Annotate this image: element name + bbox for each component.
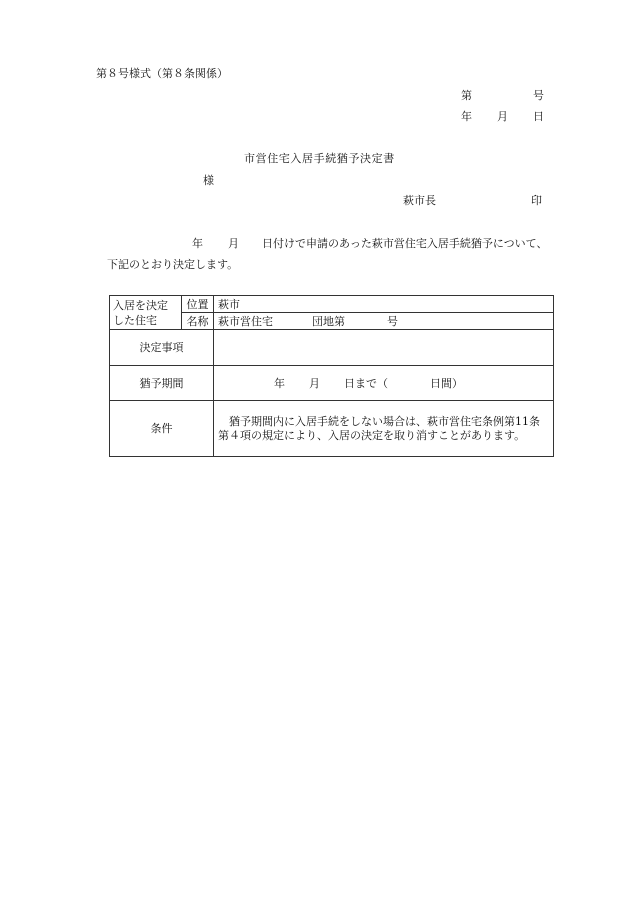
period-label: 猶予期間	[110, 366, 214, 401]
period-until: 日まで（	[344, 376, 388, 390]
period-month: 月	[309, 376, 320, 390]
location-label: 位置	[182, 296, 214, 313]
doc-no-dai: 第	[461, 89, 472, 102]
form-number: 第８号様式（第８条関係）	[96, 67, 228, 80]
decision-value	[214, 330, 554, 366]
addressee-suffix: 様	[203, 174, 214, 187]
name-value-cell	[214, 313, 554, 330]
danchi-label: 団地第	[312, 314, 345, 328]
name-label: 名称	[182, 313, 214, 330]
period-value-cell	[214, 366, 554, 401]
residence-label-1: 入居を決定	[113, 298, 168, 312]
conditions-text: 猶予期間内に入居手続をしない場合は、萩市営住宅条例第11条第４項の規定により、入居の決定を取り消すことがあります。	[214, 401, 554, 457]
body-text-line2: 下記のとおり決定します。	[107, 258, 239, 271]
issuer-name: 萩市長	[403, 194, 436, 207]
conditions-label: 条件	[110, 401, 214, 457]
body-text-line1: 日付けで申請のあった萩市営住宅入居手続猶予について、	[262, 237, 548, 250]
decision-label: 決定事項	[110, 330, 214, 366]
period-days: 日間）	[430, 376, 463, 390]
body-month: 月	[228, 237, 239, 250]
name-value: 萩市営住宅	[218, 314, 273, 328]
document-title: 市営住宅入居手続猶予決定書	[244, 152, 395, 165]
body-year: 年	[192, 237, 203, 250]
doc-no-go: 号	[533, 89, 544, 102]
danchi-go: 号	[387, 314, 398, 328]
location-value: 萩市	[214, 296, 554, 313]
period-year: 年	[274, 376, 285, 390]
decision-table	[109, 295, 554, 457]
date-day: 日	[533, 110, 544, 123]
residence-label-2: した住宅	[113, 313, 157, 327]
issuer-seal: 印	[531, 194, 542, 207]
residence-label	[110, 296, 182, 330]
date-month: 月	[497, 110, 508, 123]
date-year: 年	[461, 110, 472, 123]
